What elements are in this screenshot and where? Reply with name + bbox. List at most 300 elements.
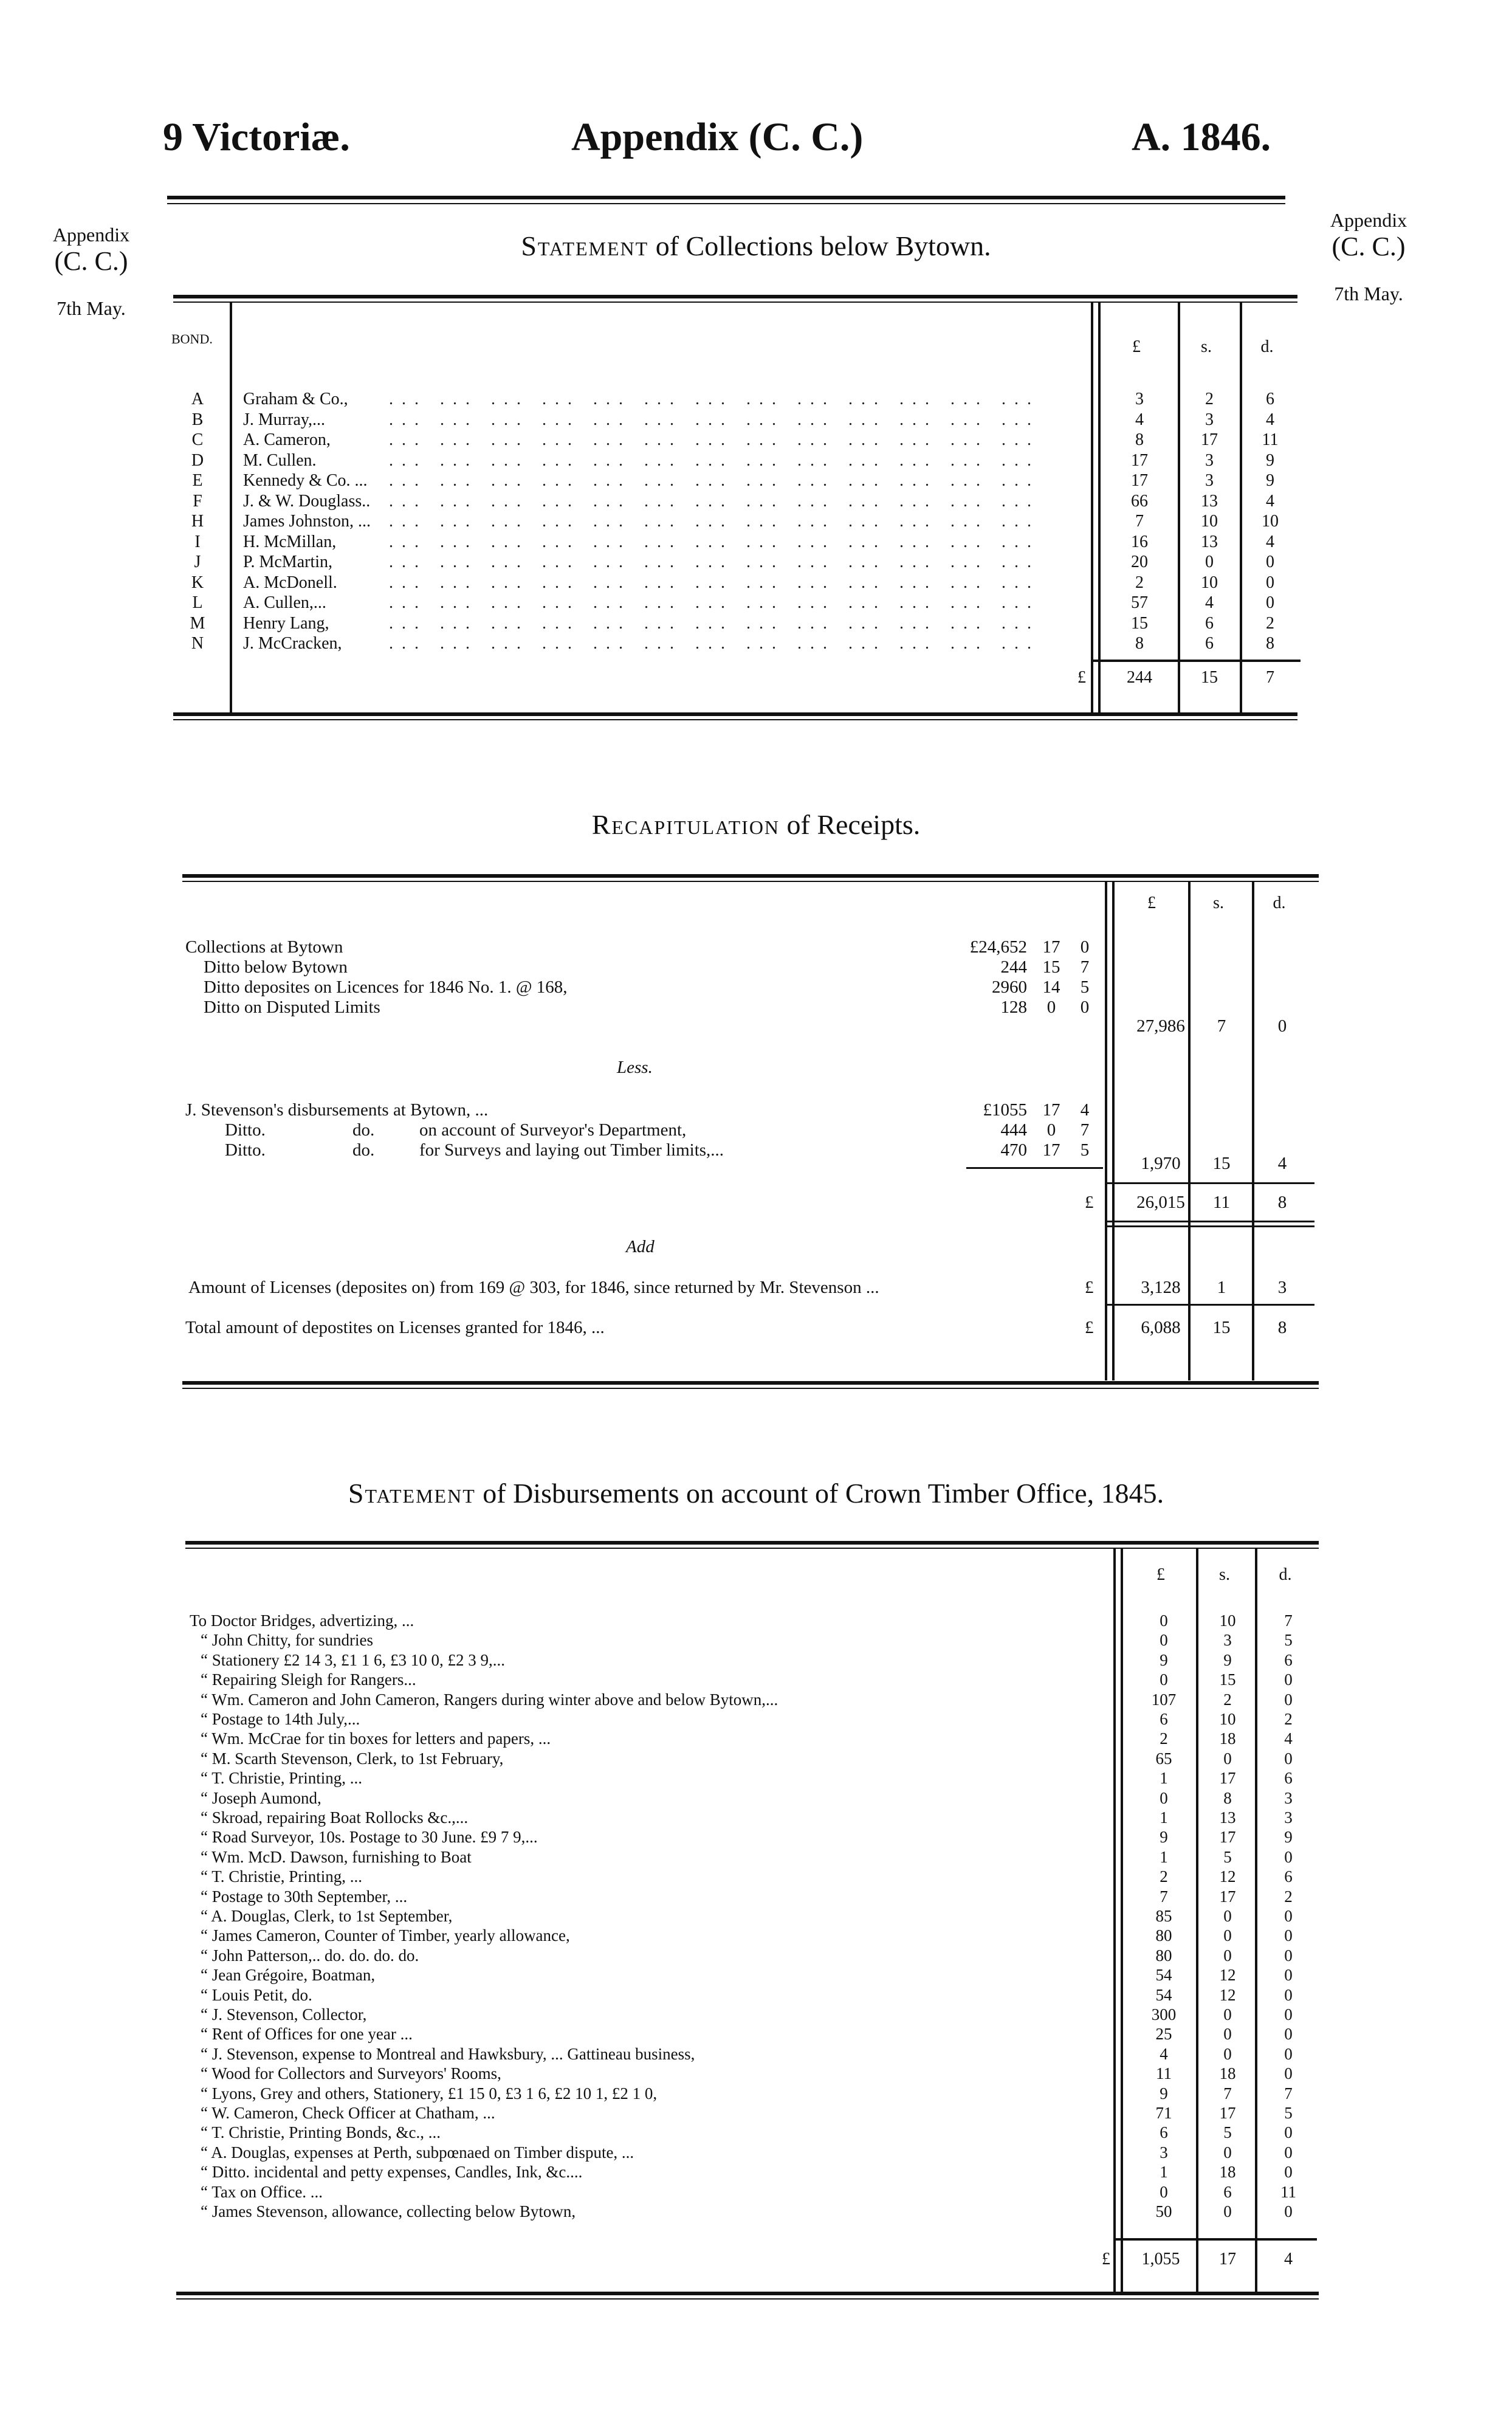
statement1-bottom-rule-thin (173, 719, 1297, 720)
amount-pence: 0 (1284, 1670, 1293, 1689)
amount-pounds: 9 (1160, 1650, 1168, 1669)
recap-title (0, 808, 1512, 841)
amount-pence: 4 (1266, 491, 1274, 511)
receipt-label: Ditto deposites on Licences for 1846 No. 1. @ 168, (204, 977, 568, 997)
table-row (0, 2143, 1512, 2162)
recap-pounds-rule (1105, 882, 1107, 1380)
collector-name: H. McMillan, (243, 532, 337, 551)
amount-pence: 11 (1262, 430, 1279, 449)
collector-name: P. McMartin, (243, 553, 332, 571)
receipt-label: Ditto below Bytown (204, 957, 348, 977)
amount-pounds: 85 (1155, 1907, 1172, 1925)
amount-pounds: 300 (1151, 2005, 1177, 2024)
disbursement-label: “ James Stevenson, allowance, collecting below Bytown, (201, 2202, 576, 2221)
table-row (0, 1788, 1512, 1808)
amount-shillings: 10 (1201, 512, 1218, 531)
statement2-col-pounds: £ (1156, 1565, 1165, 1584)
bond-label: BOND. (171, 331, 213, 346)
amount-pence: 3 (1284, 1808, 1293, 1827)
amount-pence: 0 (1284, 2163, 1293, 2182)
amount-pounds: 65 (1155, 1749, 1172, 1768)
table-row (0, 1827, 1512, 1847)
amount-pence: 9 (1266, 471, 1274, 490)
amount-pounds: 2 (1135, 573, 1144, 592)
amount-shillings: 12 (1219, 1966, 1236, 1985)
amount-shillings: 5 (1223, 1847, 1232, 1866)
table-row (0, 2024, 1512, 2044)
bond-letter: D (191, 450, 204, 470)
disbursement-label: “ Tax on Office. ... (201, 2182, 323, 2201)
amount-pence: 0 (1284, 2044, 1293, 2063)
recap-net-pounds: 26,015 (1136, 1193, 1185, 1212)
receipt-pounds: 128 (1000, 997, 1027, 1017)
statement2-total-pence: 4 (1284, 2250, 1293, 2269)
recap-add-row-pounds: 3,128 (1141, 1278, 1181, 1297)
table-row (0, 1749, 1512, 1768)
amount-pounds: 54 (1155, 1985, 1172, 2004)
collector-name: J. Murray,... (243, 410, 326, 429)
amount-pence: 0 (1284, 1907, 1293, 1925)
disbursement-label: “ John Chitty, for sundries (201, 1631, 373, 1650)
collector-name: M. Cullen. (243, 450, 317, 470)
statement1-col-pounds: £ (1132, 337, 1141, 356)
amount-shillings: 0 (1223, 1926, 1232, 1945)
leader-dots: ... ... ... ... ... ... ... ... ... ... ... ... ... (389, 573, 1040, 592)
disbursement-label: “ Postage to 14th July,... (201, 1710, 360, 1728)
amount-pence: 7 (1284, 1611, 1293, 1630)
amount-pence: 9 (1266, 450, 1274, 470)
recap-total-row-symbol: £ (1085, 1318, 1094, 1337)
table-row (0, 1887, 1512, 1906)
margin-appendix-label: Appendix (52, 224, 130, 246)
receipt-pounds: 244 (1000, 957, 1027, 977)
amount-pounds: 1 (1160, 1769, 1168, 1788)
collector-name: Graham & Co., (243, 390, 348, 408)
amount-pence: 0 (1284, 2202, 1293, 2221)
recap-receipts-total-pounds: 27,986 (1136, 1016, 1185, 1036)
disbursement-label: “ J. Stevenson, expense to Montreal and Hawksbury, ... Gattineau business, (201, 2044, 695, 2063)
amount-pounds: 1 (1160, 1847, 1168, 1866)
amount-pounds: 0 (1160, 2182, 1168, 2201)
recap-less-total-shillings: 15 (1212, 1154, 1231, 1173)
amount-pence: 0 (1284, 2064, 1293, 2083)
amount-pence: 4 (1266, 532, 1274, 551)
amount-pence: 7 (1284, 2084, 1293, 2103)
amount-pounds: 80 (1155, 1926, 1172, 1945)
amount-pounds: 8 (1135, 430, 1144, 449)
leader-dots: ... ... ... ... ... ... ... ... ... ... ... ... ... (389, 634, 1040, 653)
receipt-shillings: 17 (1042, 937, 1060, 957)
recap-net-pence: 8 (1277, 1193, 1287, 1212)
amount-pounds: 0 (1160, 1611, 1168, 1630)
receipt-label: Ditto on Disputed Limits (204, 997, 380, 1017)
amount-shillings: 4 (1205, 593, 1214, 612)
table-row (0, 1965, 1512, 1985)
amount-pounds: 1 (1160, 1808, 1168, 1827)
margin-cc-label: (C. C.) (54, 246, 128, 276)
amount-pence: 2 (1284, 1887, 1293, 1906)
statement1-total-pounds: 244 (1127, 668, 1152, 687)
amount-shillings: 6 (1205, 613, 1214, 633)
amount-pence: 0 (1284, 1966, 1293, 1985)
amount-pence: 6 (1284, 1769, 1293, 1788)
table-row (0, 2064, 1512, 2083)
amount-pence: 6 (1284, 1867, 1293, 1886)
less-do: do. (352, 1140, 375, 1160)
amount-pounds: 2 (1160, 1729, 1168, 1748)
statement1-total-rule (1091, 660, 1301, 662)
receipt-pence: 7 (1080, 957, 1090, 977)
statement2-total-rule (1113, 2238, 1317, 2241)
table-row (0, 1946, 1512, 1965)
receipt-shillings: 14 (1042, 977, 1060, 997)
statement1-top-rule-thin (173, 301, 1297, 303)
collector-name: James Johnston, ... (243, 512, 371, 531)
amount-pounds: 17 (1131, 471, 1148, 490)
statement2-bottom-rule (176, 2292, 1319, 2295)
statement2-col-shillings: s. (1219, 1565, 1230, 1584)
recap-top-rule (182, 874, 1319, 878)
table-row (0, 1690, 1512, 1709)
recap-pence-rule (1252, 882, 1254, 1380)
amount-shillings: 0 (1223, 1907, 1232, 1925)
leader-dots: ... ... ... ... ... ... ... ... ... ... ... ... ... (389, 613, 1040, 633)
collector-name: A. McDonell. (243, 573, 337, 592)
disbursement-label: “ Wm. Cameron and John Cameron, Rangers during winter above and below Bytown,... (201, 1690, 778, 1709)
amount-shillings: 2 (1223, 1690, 1232, 1709)
amount-pounds: 3 (1160, 2143, 1168, 2162)
leader-dots: ... ... ... ... ... ... ... ... ... ... ... ... ... (389, 512, 1040, 531)
amount-pounds: 66 (1131, 491, 1148, 511)
amount-pence: 0 (1284, 1749, 1293, 1768)
amount-pounds: 9 (1160, 1828, 1168, 1847)
amount-shillings: 10 (1219, 1710, 1236, 1728)
amount-shillings: 3 (1205, 410, 1214, 429)
amount-shillings: 12 (1219, 1867, 1236, 1886)
amount-pounds: 11 (1156, 2064, 1172, 2083)
statement2-bottom-rule-thin (176, 2298, 1319, 2300)
disbursement-label: “ Lyons, Grey and others, Stationery, £1 15 0, £3 1 6, £2 10 1, £2 1 0, (201, 2084, 658, 2103)
amount-shillings: 0 (1223, 2202, 1232, 2221)
amount-pence: 0 (1284, 2025, 1293, 2044)
disbursement-label: “ Wood for Collectors and Surveyors' Rooms, (201, 2064, 501, 2083)
amount-shillings: 7 (1223, 2084, 1232, 2103)
statement2-total-row (0, 2249, 1512, 2269)
statement2-title-sc: Statement (348, 1478, 476, 1509)
amount-pounds: 4 (1135, 410, 1144, 429)
statement2-title (0, 1477, 1512, 1509)
statement2-total-symbol: £ (1102, 2250, 1110, 2269)
recap-col-pence: d. (1273, 894, 1286, 912)
amount-pounds: 3 (1135, 390, 1144, 408)
statement1-total-row (0, 667, 1512, 687)
amount-shillings: 0 (1223, 2143, 1232, 2162)
bond-letter: C (191, 430, 204, 449)
table-row (0, 430, 1512, 450)
receipt-shillings: 0 (1046, 997, 1056, 1017)
less-pounds: 444 (1000, 1120, 1027, 1140)
table-row (0, 1670, 1512, 1689)
recap-total-row-pence: 8 (1277, 1318, 1287, 1337)
amount-shillings: 18 (1219, 1729, 1236, 1748)
rule-top-double (167, 196, 1285, 199)
leader-dots: ... ... ... ... ... ... ... ... ... ... ... ... ... (389, 532, 1040, 551)
table-row (0, 1768, 1512, 1788)
amount-shillings: 5 (1223, 2123, 1232, 2142)
amount-shillings: 8 (1223, 1788, 1232, 1807)
table-row (0, 1906, 1512, 1926)
table-row (0, 511, 1512, 531)
table-row (0, 1729, 1512, 1748)
amount-pence: 0 (1284, 1690, 1293, 1709)
bond-letter: K (191, 573, 204, 592)
disbursement-label: “ T. Christie, Printing, ... (201, 1769, 362, 1788)
recap-less-subrule (966, 1167, 1103, 1169)
disbursement-label: “ Jean Grégoire, Boatman, (201, 1966, 376, 1985)
amount-shillings: 0 (1223, 2044, 1232, 2063)
disbursement-label: “ Skroad, repairing Boat Rollocks &c.,... (201, 1808, 469, 1827)
less-pounds: 470 (1000, 1140, 1027, 1160)
leader-dots: ... ... ... ... ... ... ... ... ... ... ... ... ... (389, 553, 1040, 571)
table-row (0, 1808, 1512, 1827)
amount-pence: 6 (1284, 1650, 1293, 1669)
amount-pounds: 17 (1131, 450, 1148, 470)
amount-pence: 4 (1266, 410, 1274, 429)
amount-pounds: 1 (1160, 2163, 1168, 2182)
statement2-top-rule-thin (185, 1548, 1319, 1549)
table-row (0, 1985, 1512, 2005)
bond-letter: J (194, 553, 201, 571)
amount-pounds: 15 (1131, 613, 1148, 633)
amount-shillings: 6 (1205, 634, 1214, 653)
amount-pounds: 6 (1160, 1710, 1168, 1728)
margin-cc-label-right: (C. C.) (1332, 231, 1406, 261)
recap-total-row-label: Total amount of depostites on Licenses granted for 1846, ... (185, 1318, 605, 1337)
margin-date-label: 7th May. (57, 297, 126, 320)
disbursement-label: “ T. Christie, Printing Bonds, &c., ... (201, 2123, 441, 2142)
amount-shillings: 2 (1205, 390, 1214, 408)
table-row (0, 2044, 1512, 2064)
bond-letter: F (193, 491, 202, 511)
recap-top-rule-thin (182, 881, 1319, 882)
amount-pounds: 9 (1160, 2084, 1168, 2103)
amount-pence: 5 (1284, 2104, 1293, 2122)
bond-letter: B (191, 410, 204, 429)
disbursement-label: “ Stationery £2 14 3, £1 1 6, £3 10 0, £2 3 9,... (201, 1650, 505, 1669)
recap-col-pounds: £ (1147, 894, 1156, 912)
leader-dots: ... ... ... ... ... ... ... ... ... ... ... ... ... (389, 471, 1040, 490)
amount-pence: 0 (1284, 1847, 1293, 1866)
statement2-col-pence: d. (1279, 1565, 1292, 1584)
amount-pence: 6 (1266, 390, 1274, 408)
bond-letter: A (191, 390, 204, 408)
amount-shillings: 17 (1219, 1887, 1236, 1906)
amount-pence: 2 (1266, 613, 1274, 633)
less-label: J. Stevenson's disbursements at Bytown, ... (185, 1100, 489, 1120)
amount-pence: 4 (1284, 1729, 1293, 1748)
table-row (0, 2162, 1512, 2182)
recap-less-label: Less. (617, 1058, 653, 1077)
recap-net-rule (1105, 1182, 1314, 1184)
disbursement-label: “ W. Cameron, Check Officer at Chatham, ... (201, 2104, 495, 2122)
table-row (0, 470, 1512, 491)
recap-add-row-rule (1105, 1304, 1314, 1306)
amount-pounds: 7 (1135, 512, 1144, 531)
amount-pounds: 16 (1131, 532, 1148, 551)
leader-dots: ... ... ... ... ... ... ... ... ... ... ... ... ... (389, 593, 1040, 612)
amount-pounds: 57 (1131, 593, 1148, 612)
header-center: Appendix (C. C.) (571, 115, 864, 159)
amount-pence: 0 (1266, 573, 1274, 592)
amount-shillings: 0 (1223, 2025, 1232, 2044)
table-row (0, 2005, 1512, 2024)
amount-pence: 5 (1284, 1631, 1293, 1650)
statement1-col-shillings: s. (1201, 337, 1212, 356)
table-row (0, 1630, 1512, 1650)
disbursement-label: “ Rent of Offices for one year ... (201, 2025, 413, 2044)
statement1-title-sc: Statement (521, 230, 649, 261)
amount-pounds: 4 (1160, 2044, 1168, 2063)
table-row (0, 1650, 1512, 1670)
amount-shillings: 18 (1219, 2163, 1236, 2182)
recap-add-row-pence: 3 (1277, 1278, 1287, 1297)
table-row (0, 613, 1512, 633)
statement2-total-pounds: 1,055 (1141, 2250, 1180, 2269)
disbursement-label: “ A. Douglas, expenses at Perth, subpœnaed on Timber dispute, ... (201, 2143, 634, 2162)
table-row (0, 410, 1512, 430)
amount-shillings: 10 (1219, 1611, 1236, 1630)
receipt-pence: 0 (1080, 937, 1090, 957)
statement1-top-rule (173, 295, 1297, 298)
recap-add-row-label: Amount of Licenses (deposites on) from 169 @ 303, for 1846, since returned by Mr. Stevenson ... (188, 1278, 879, 1297)
amount-shillings: 0 (1223, 1749, 1232, 1768)
amount-shillings: 3 (1223, 1631, 1232, 1650)
collector-name: A. Cameron, (243, 430, 331, 449)
disbursement-label: To Doctor Bridges, advertizing, ... (190, 1611, 414, 1630)
receipt-pounds: 2960 (992, 977, 1027, 997)
bond-letter: L (192, 593, 203, 612)
table-row (0, 573, 1512, 593)
table-row (0, 552, 1512, 572)
amount-pounds: 20 (1131, 553, 1148, 571)
statement1-total-pence: 7 (1266, 668, 1274, 687)
disbursement-label: “ Joseph Aumond, (201, 1788, 321, 1807)
receipt-pence: 0 (1080, 997, 1090, 1017)
amount-shillings: 17 (1201, 430, 1218, 449)
amount-shillings: 9 (1223, 1650, 1232, 1669)
table-row (0, 389, 1512, 409)
amount-pounds: 25 (1155, 2025, 1172, 2044)
table-row (0, 2182, 1512, 2202)
amount-shillings: 6 (1223, 2182, 1232, 2201)
collector-name: J. & W. Douglass.. (243, 491, 371, 511)
disbursement-label: “ Road Surveyor, 10s. Postage to 30 June. £9 7 9,... (201, 1828, 538, 1847)
amount-pence: 0 (1284, 2143, 1293, 2162)
leader-dots: ... ... ... ... ... ... ... ... ... ... ... ... ... (389, 430, 1040, 449)
table-row (0, 1867, 1512, 1886)
statement1-total-symbol: £ (1077, 668, 1086, 687)
collector-name: Kennedy & Co. ... (243, 471, 368, 490)
statement1-title (0, 230, 1512, 262)
amount-pounds: 50 (1155, 2202, 1172, 2221)
statement1-col-pence: d. (1260, 337, 1274, 356)
amount-pounds: 8 (1135, 634, 1144, 653)
amount-pounds: 80 (1155, 1946, 1172, 1965)
recap-net-shillings: 11 (1213, 1193, 1230, 1212)
amount-shillings: 0 (1223, 2005, 1232, 2024)
receipt-label: Collections at Bytown (185, 937, 343, 957)
amount-pounds: 2 (1160, 1867, 1168, 1886)
amount-pence: 8 (1266, 634, 1274, 653)
collector-name: Henry Lang, (243, 613, 329, 633)
statement1-total-shillings: 15 (1201, 668, 1218, 687)
header-right: A. 1846. (1132, 115, 1271, 159)
amount-pounds: 71 (1155, 2104, 1172, 2122)
less-description: for Surveys and laying out Timber limits,... (419, 1140, 724, 1160)
table-row (0, 633, 1512, 653)
recap-title-rest: of Receipts. (786, 809, 921, 840)
amount-shillings: 17 (1219, 1769, 1236, 1788)
recap-bottom-rule (182, 1381, 1319, 1385)
table-row (0, 1611, 1512, 1630)
amount-pence: 0 (1266, 553, 1274, 571)
bond-letter: M (190, 613, 205, 633)
statement1-bottom-rule (173, 712, 1297, 716)
bond-letter: N (191, 634, 204, 653)
amount-pence: 0 (1284, 2123, 1293, 2142)
amount-pence: 0 (1284, 2005, 1293, 2024)
amount-pence: 9 (1284, 1828, 1293, 1847)
amount-pounds: 54 (1155, 1966, 1172, 1985)
disbursement-label: “ Wm. McCrae for tin boxes for letters and papers, ... (201, 1729, 551, 1748)
disbursement-label: “ James Cameron, Counter of Timber, yearly allowance, (201, 1926, 570, 1945)
rule-top-thin (167, 203, 1285, 204)
recap-total-row-shillings: 15 (1212, 1318, 1231, 1337)
amount-pounds: 0 (1160, 1631, 1168, 1650)
amount-pence: 0 (1284, 1946, 1293, 1965)
table-row (0, 491, 1512, 511)
amount-shillings: 10 (1201, 573, 1218, 592)
statement1-title-rest: of Collections below Bytown. (655, 230, 991, 261)
amount-pounds: 7 (1160, 1887, 1168, 1906)
table-row (0, 1926, 1512, 1945)
amount-shillings: 17 (1219, 2104, 1236, 2122)
recap-total-row-pounds: 6,088 (1141, 1318, 1181, 1337)
amount-pence: 3 (1284, 1788, 1293, 1807)
amount-shillings: 17 (1219, 1828, 1236, 1847)
less-pence: 7 (1080, 1120, 1090, 1140)
statement2-total-shillings: 17 (1219, 2250, 1236, 2269)
amount-shillings: 18 (1219, 2064, 1236, 2083)
recap-col-shillings: s. (1213, 894, 1224, 912)
recap-bottom-rule-thin (182, 1388, 1319, 1389)
less-description: on account of Surveyor's Department, (419, 1120, 687, 1140)
amount-pence: 11 (1280, 2182, 1296, 2201)
disbursement-label: “ Postage to 30th September, ... (201, 1887, 408, 1906)
statement2-top-rule (185, 1541, 1319, 1545)
disbursement-label: “ Repairing Sleigh for Rangers... (201, 1670, 416, 1689)
recap-add-label: Add (626, 1237, 655, 1256)
table-row (0, 2084, 1512, 2103)
table-row (0, 593, 1512, 613)
amount-shillings: 3 (1205, 450, 1214, 470)
recap-receipts-total-pence: 0 (1277, 1016, 1287, 1036)
disbursement-label: “ A. Douglas, Clerk, to 1st September, (201, 1907, 453, 1925)
amount-pounds: 0 (1160, 1670, 1168, 1689)
table-row (0, 2103, 1512, 2123)
less-pence: 4 (1080, 1100, 1090, 1120)
amount-pounds: 6 (1160, 2123, 1168, 2142)
